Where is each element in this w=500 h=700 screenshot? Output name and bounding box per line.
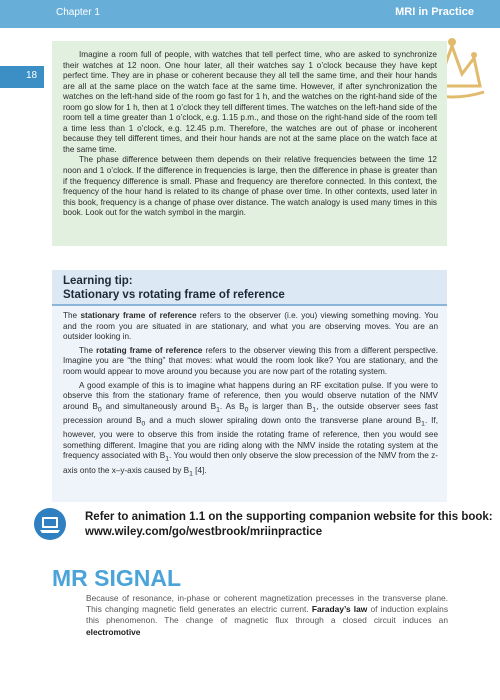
page-number-tab (0, 66, 44, 88)
companion-website-link[interactable]: www.wiley.com/go/westbrook/mriinpractice (85, 526, 323, 538)
learning-tip-header (52, 270, 447, 304)
learning-tip-title: Stationary vs rotating frame of reference (63, 289, 285, 301)
chapter-label: Chapter 1 (56, 7, 100, 18)
page-number: 18 (26, 70, 38, 81)
book-title: MRI in Practice (395, 6, 474, 18)
section-heading: MR SIGNAL (52, 565, 182, 591)
intro-paragraph-1: Imagine a room full of people, with watches that tell perfect time, who are asked to synchronize their watches at 12 noon. One hour later, all their watches say 1 o’clock because they have kept perfect time. They are in phase or coherent because they all tell the same time, and their hour hands are all at the same place on the watch face at the same time. However, if after synchronization the watches on the left-hand side of the room go fast for 1 h, and the watches on the right-hand side of the room go slow for 1 h, then at 1 o’clock they tell different times. The watches on the left-hand side of the room tell a time greater than 1 o’clock, e.g. 1.15 p.m., and those on the right-hand side of the room tell a time less than 1 o’clock, e.g. 12.45 p.m. Therefore, the watches are out of phase or incoherent because they tell different times, and their hour hands are not at the same place on the watch face at the same time. (63, 50, 437, 154)
section-body-text: Because of resonance, in-phase or coherent magnetization precesses in the transverse plane. This changing magnetic field generates an electric current. Faraday’s law of induction explains this phenomenon. The change of magnetic flux through a closed circuit induces an electromotive (86, 593, 449, 637)
watch-analogy-box (52, 41, 447, 246)
animation-reference-text: Refer to animation 1.1 on the supporting companion website for this book: (85, 511, 493, 523)
learning-tip-body (52, 306, 447, 502)
learning-tip-label: Learning tip: (63, 275, 133, 287)
running-header (0, 0, 500, 28)
tip-paragraph-3: A good example of this is to imagine what happens during an RF excitation pulse. If you were to observe this from the stationary frame of reference, then you would observe nutation of the NMV around $B_0$ and simultaneously around $B_1$. As $B_0$ is larger than $B_1$, the outside observer sees fast precession around $B_0$ and a much slower spiraling down onto the transverse plane around $B_1$. If, however, you were to observe this from inside the rotating frame of reference, then you would see something different. Imagine that you are riding along with the NMV inside the rotating system at the frequency associated with $B_1$. You would then only observe the slow precession of the NMV from the z-axis onto the x–y-axis caused by $B_1$ [4]. (63, 380, 439, 478)
animation-computer-icon (34, 508, 66, 540)
intro-paragraph-2: The phase difference between them depends on their relative frequencies between the time 12 noon and 1 o’clock. If the difference in frequencies is large, then the difference in phase is greater than if the frequency difference is small. Phase and frequency are therefore connected. In this context, the frequency of the hour hand is related to its change of phase over time. In other contexts, used later in this book, frequency is a change of phase over distance. The watch analogy is used many times in this book. Look out for the watch symbol in the margin. (63, 155, 437, 218)
tip-paragraph-1: The stationary frame of reference refers to the observer (i.e. you) viewing something moving. You and the room you are situated in are stationary, and what you are observing moves. You are an outsider looking in. (63, 311, 439, 342)
tip-paragraph-2: The rotating frame of reference refers to the observer viewing this from a different perspective. Imagine you are “the thing” that moves: what would the room look like? You are stationary, and the room would appear to move around you because you are now part of the rotating system. (63, 345, 438, 376)
